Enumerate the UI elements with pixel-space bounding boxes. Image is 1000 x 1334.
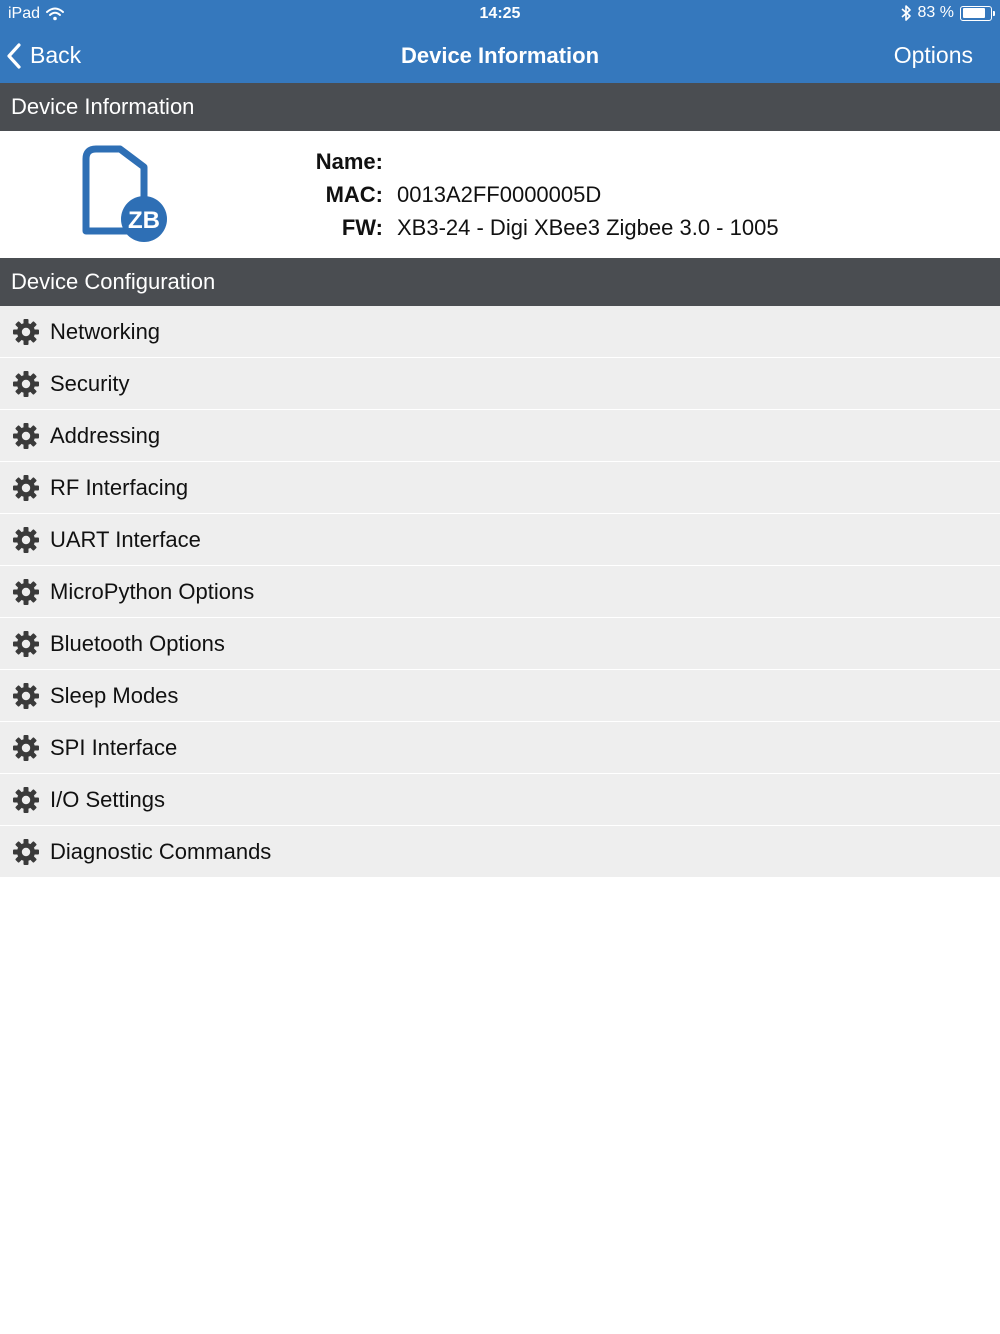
config-list — [0, 306, 1000, 878]
config-item-addressing[interactable] — [0, 410, 1000, 462]
battery-icon — [960, 6, 992, 21]
config-item-label: Security — [50, 370, 130, 396]
device-name: iPad — [8, 5, 41, 22]
gear-icon — [12, 422, 40, 450]
config-item-diagnostic-commands[interactable] — [0, 826, 1000, 878]
config-item-label: Addressing — [50, 422, 161, 448]
battery-percent: 83 % — [917, 4, 954, 21]
page-title: Device Information — [400, 42, 600, 68]
fw-row — [250, 211, 779, 244]
config-item-label: I/O Settings — [50, 786, 165, 812]
config-item-label: SPI Interface — [50, 734, 178, 760]
config-item-sleep-modes[interactable] — [0, 670, 1000, 722]
config-item-security[interactable] — [0, 358, 1000, 410]
gear-icon — [12, 474, 40, 502]
config-item-rf-interfacing[interactable] — [0, 462, 1000, 514]
chevron-left-icon — [6, 43, 22, 69]
mac-value: 0013A2FF0000005D — [397, 181, 602, 207]
gear-icon — [12, 578, 40, 606]
gear-icon — [12, 630, 40, 658]
config-item-bluetooth-options[interactable] — [0, 618, 1000, 670]
mac-label: MAC: — [325, 181, 383, 207]
gear-icon — [12, 370, 40, 398]
config-item-spi-interface[interactable] — [0, 722, 1000, 774]
gear-icon — [12, 838, 40, 866]
status-bar — [0, 0, 1000, 28]
device-info-panel — [0, 131, 1000, 258]
zigbee-device-icon — [80, 145, 170, 245]
gear-icon — [12, 734, 40, 762]
mac-row — [250, 178, 779, 211]
back-label: Back — [30, 42, 82, 68]
config-item-label: Diagnostic Commands — [50, 838, 272, 864]
gear-icon — [12, 318, 40, 346]
gear-icon — [12, 526, 40, 554]
name-label: Name: — [315, 148, 383, 174]
device-info-fields — [250, 145, 779, 244]
config-item-uart-interface[interactable] — [0, 514, 1000, 566]
config-item-label: Sleep Modes — [50, 682, 179, 708]
gear-icon — [12, 786, 40, 814]
config-item-networking[interactable] — [0, 306, 1000, 358]
top-bar — [0, 0, 1000, 83]
config-item-label: Networking — [50, 318, 161, 344]
config-item-micropython-options[interactable] — [0, 566, 1000, 618]
device-info-header: Device Information — [0, 83, 1000, 131]
zigbee-badge-text: ZB — [128, 207, 160, 234]
bluetooth-icon — [900, 4, 912, 22]
config-item-label: MicroPython Options — [50, 578, 255, 604]
back-button[interactable] — [6, 28, 81, 83]
device-config-header: Device Configuration — [0, 258, 1000, 306]
options-button[interactable]: Options — [893, 42, 973, 68]
navigation-bar — [0, 28, 1000, 83]
config-item-io-settings[interactable] — [0, 774, 1000, 826]
config-item-label: Bluetooth Options — [50, 630, 225, 656]
fw-value: XB3-24 - Digi XBee3 Zigbee 3.0 - 1005 — [397, 214, 779, 240]
status-time: 14:25 — [479, 5, 521, 22]
config-item-label: UART Interface — [50, 526, 201, 552]
fw-label: FW: — [341, 214, 383, 240]
name-row — [250, 145, 779, 178]
gear-icon — [12, 682, 40, 710]
config-item-label: RF Interfacing — [50, 474, 189, 500]
battery-fill — [963, 8, 985, 18]
